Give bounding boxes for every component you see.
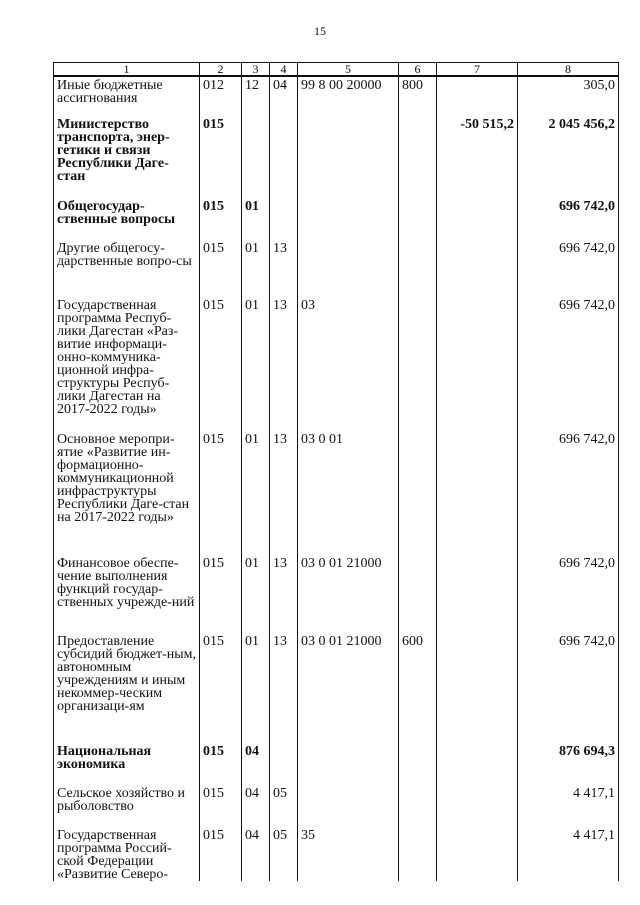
row-code-ministry: 015 (200, 785, 242, 827)
row-code-target (298, 785, 399, 827)
row-code-subsection: 13 (270, 297, 298, 431)
column-header-6: 6 (399, 63, 437, 77)
table-row (54, 431, 619, 555)
row-change-amount (437, 785, 518, 827)
row-code-subsection (270, 116, 298, 198)
column-header-7: 7 (437, 63, 518, 77)
row-total-amount: 4 417,1 (518, 785, 619, 827)
row-code-subsection: 04 (270, 76, 298, 116)
row-code-target (298, 198, 399, 240)
row-code-ministry: 015 (200, 297, 242, 431)
column-header-4: 4 (270, 63, 298, 77)
row-code-target: 03 0 01 21000 (298, 633, 399, 743)
row-code-section: 01 (242, 240, 270, 297)
row-name: Сельское хозяйство и рыболовство (54, 785, 200, 827)
table-row (54, 633, 619, 743)
row-total-amount: 4 417,1 (518, 827, 619, 881)
row-code-expense-type (399, 743, 437, 785)
row-code-expense-type: 800 (399, 76, 437, 116)
table-row (54, 240, 619, 297)
row-code-target: 03 0 01 (298, 431, 399, 555)
column-header-5: 5 (298, 63, 399, 77)
column-header-1: 1 (54, 63, 200, 77)
budget-table (53, 62, 619, 881)
column-header-2: 2 (200, 63, 242, 77)
row-change-amount (437, 743, 518, 785)
row-code-subsection: 13 (270, 431, 298, 555)
row-code-section (242, 116, 270, 198)
row-code-ministry: 012 (200, 76, 242, 116)
table-row (54, 297, 619, 431)
row-total-amount: 2 045 456,2 (518, 116, 619, 198)
row-code-target (298, 743, 399, 785)
row-code-subsection (270, 743, 298, 785)
table-row (54, 116, 619, 198)
row-total-amount: 696 742,0 (518, 297, 619, 431)
row-code-ministry: 015 (200, 431, 242, 555)
row-code-subsection: 05 (270, 785, 298, 827)
row-code-section: 01 (242, 297, 270, 431)
row-code-ministry: 015 (200, 633, 242, 743)
row-name: Другие общегосу-дарственные вопро-сы (54, 240, 200, 297)
row-code-expense-type (399, 431, 437, 555)
row-code-ministry: 015 (200, 743, 242, 785)
row-total-amount: 696 742,0 (518, 198, 619, 240)
row-name: Национальная экономика (54, 743, 200, 785)
row-code-subsection: 05 (270, 827, 298, 881)
row-change-amount (437, 555, 518, 633)
row-code-expense-type (399, 116, 437, 198)
row-code-ministry: 015 (200, 555, 242, 633)
row-code-section: 12 (242, 76, 270, 116)
row-change-amount (437, 431, 518, 555)
header-row (54, 63, 619, 77)
row-name: Финансовое обеспе-чение выполнения функций государ-ственных учрежде-ний (54, 555, 200, 633)
row-name: Государственная программа Респуб-лики Дагестан «Раз-витие информаци-онно-коммуника-ционной инфра-структуры Респуб-лики Дагестан на 2017-2022 годы» (54, 297, 200, 431)
table-row (54, 198, 619, 240)
row-code-target (298, 116, 399, 198)
row-code-section: 04 (242, 827, 270, 881)
row-name: Иные бюджетные ассигнования (54, 76, 200, 116)
row-total-amount: 696 742,0 (518, 431, 619, 555)
column-header-3: 3 (242, 63, 270, 77)
row-code-subsection: 13 (270, 633, 298, 743)
row-code-expense-type (399, 827, 437, 881)
row-change-amount: -50 515,2 (437, 116, 518, 198)
row-code-section: 01 (242, 633, 270, 743)
row-code-section: 01 (242, 198, 270, 240)
row-code-target: 99 8 00 20000 (298, 76, 399, 116)
row-code-target: 03 0 01 21000 (298, 555, 399, 633)
column-header-8: 8 (518, 63, 619, 77)
row-code-section: 01 (242, 431, 270, 555)
row-total-amount: 696 742,0 (518, 633, 619, 743)
row-change-amount (437, 827, 518, 881)
row-code-section: 04 (242, 785, 270, 827)
row-change-amount (437, 76, 518, 116)
row-total-amount: 305,0 (518, 76, 619, 116)
row-code-expense-type (399, 297, 437, 431)
table-row (54, 76, 619, 116)
row-code-ministry: 015 (200, 240, 242, 297)
row-code-ministry: 015 (200, 198, 242, 240)
row-change-amount (437, 240, 518, 297)
table-row (54, 785, 619, 827)
row-code-target: 03 (298, 297, 399, 431)
page-number: 15 (314, 24, 326, 38)
row-name: Государственная программа Россий-ской Федерации «Развитие Северо- (54, 827, 200, 881)
row-total-amount: 876 694,3 (518, 743, 619, 785)
row-name: Министерство транспорта, энер-гетики и связи Республики Даге-стан (54, 116, 200, 198)
row-code-ministry: 015 (200, 116, 242, 198)
table-row (54, 827, 619, 881)
row-name: Общегосудар-ственные вопросы (54, 198, 200, 240)
row-code-expense-type (399, 240, 437, 297)
row-code-subsection (270, 198, 298, 240)
table-row (54, 555, 619, 633)
row-code-subsection: 13 (270, 240, 298, 297)
row-total-amount: 696 742,0 (518, 240, 619, 297)
row-change-amount (437, 297, 518, 431)
row-code-section: 04 (242, 743, 270, 785)
row-change-amount (437, 633, 518, 743)
row-total-amount: 696 742,0 (518, 555, 619, 633)
table-row (54, 743, 619, 785)
row-code-expense-type (399, 555, 437, 633)
row-name: Предоставление субсидий бюджет-ным, автономным учреждениям и иным некоммер-ческим организаци-ям (54, 633, 200, 743)
row-code-subsection: 13 (270, 555, 298, 633)
row-code-expense-type: 600 (399, 633, 437, 743)
row-code-target (298, 240, 399, 297)
row-code-expense-type (399, 785, 437, 827)
row-change-amount (437, 198, 518, 240)
row-code-section: 01 (242, 555, 270, 633)
row-code-ministry: 015 (200, 827, 242, 881)
row-code-expense-type (399, 198, 437, 240)
row-name: Основное меропри-ятие «Развитие ин-формационно-коммуникационной инфраструктуры Республики Даге-стан на 2017-2022 годы» (54, 431, 200, 555)
row-code-target: 35 (298, 827, 399, 881)
